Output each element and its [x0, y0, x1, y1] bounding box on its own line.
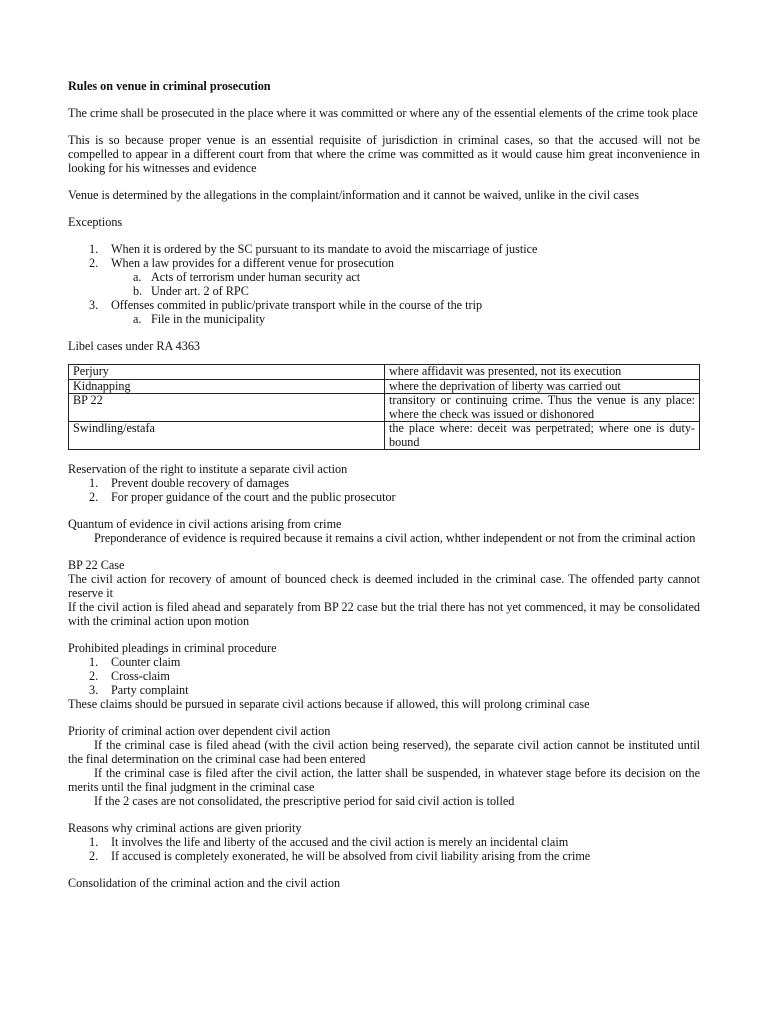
paragraph-venue-rule: The crime shall be prosecuted in the place where it was committed or where any of the essential elements of the crime took place: [68, 106, 698, 120]
bp22-heading: BP 22 Case: [68, 558, 125, 572]
table-row: [69, 422, 700, 450]
table-row: [69, 365, 700, 380]
bp22-paragraph: If the civil action is filed ahead and separately from BP 22 case but the trial there has not yet commenced, it may be consolidated with the criminal action upon motion: [68, 600, 700, 628]
sub-list-item: b. Under art. 2 of RPC: [133, 284, 249, 298]
paragraph-venue-reason: This is so because proper venue is an essential requisite of jurisdiction in criminal cases, so that the accused will not be compelled to appear in a different court from that where the crime was committed as it would cause him great inconvenience in looking for his witnesses and evidence: [68, 133, 700, 175]
prohibited-list: [68, 655, 700, 697]
document-body: [68, 79, 700, 890]
quantum-heading: Quantum of evidence in civil actions arising from crime: [68, 517, 342, 531]
list-item: 1. It involves the life and liberty of the accused and the civil action is merely an incidental claim: [89, 835, 569, 849]
table-cell: transitory or continuing crime. Thus the venue is any place: where the check was issued or dishonored: [385, 394, 700, 422]
list-item: 1. Prevent double recovery of damages: [89, 476, 290, 490]
libel-heading: Libel cases under RA 4363: [68, 339, 201, 353]
list-item: 1. When it is ordered by the SC pursuant to its mandate to avoid the miscarriage of justice: [89, 242, 538, 256]
table-cell: BP 22: [69, 394, 385, 422]
exceptions-heading: Exceptions: [68, 215, 123, 229]
priority-paragraph: If the criminal case is filed ahead (with the civil action being reserved), the separate civil action cannot be instituted until the final determination on the criminal case had been entered: [68, 738, 700, 766]
reasons-list: [68, 835, 700, 863]
table-cell: where affidavit was presented, not its execution: [385, 365, 700, 380]
table-cell: Kidnapping: [69, 379, 385, 394]
list-item: 2. Cross-claim: [89, 669, 170, 683]
priority-paragraph: If the criminal case is filed after the civil action, the latter shall be suspended, in whatever stage before its decision on the merits until the final judgment in the criminal case: [68, 766, 700, 794]
document-title: Rules on venue in criminal prosecution: [68, 79, 271, 93]
list-item: 3. Party complaint: [89, 683, 189, 697]
list-item: 2. If accused is completely exonerated, he will be absolved from civil liability arising from the crime: [89, 849, 591, 863]
list-item: 1. Counter claim: [89, 655, 181, 669]
list-item: 2. For proper guidance of the court and the public prosecutor: [89, 490, 396, 504]
quantum-text: Preponderance of evidence is required because it remains a civil action, whther independent or not from the criminal action: [94, 531, 696, 545]
consolidation-heading: Consolidation of the criminal action and the civil action: [68, 876, 341, 890]
reservation-list: [68, 476, 700, 504]
list-item: 2. When a law provides for a different venue for prosecution: [89, 256, 395, 270]
libel-venue-table: [68, 364, 700, 450]
list-item: 3. Offenses commited in public/private transport while in the course of the trip: [89, 298, 483, 312]
table-cell: Swindling/estafa: [69, 422, 385, 450]
prohibited-heading: Prohibited pleadings in criminal procedure: [68, 641, 277, 655]
table-row: [69, 394, 700, 422]
reservation-heading: Reservation of the right to institute a separate civil action: [68, 462, 348, 476]
bp22-paragraph: The civil action for recovery of amount of bounced check is deemed included in the criminal case. The offended party cannot reserve it: [68, 572, 700, 600]
sub-list-item: a. File in the municipality: [133, 312, 266, 326]
table-row: [69, 379, 700, 394]
table-cell: Perjury: [69, 365, 385, 380]
priority-heading: Priority of criminal action over dependent civil action: [68, 724, 331, 738]
exceptions-list: [68, 242, 700, 326]
reasons-heading: Reasons why criminal actions are given priority: [68, 821, 302, 835]
sub-list-item: a. Acts of terrorism under human security act: [133, 270, 361, 284]
table-cell: where the deprivation of liberty was carried out: [385, 379, 700, 394]
table-cell: the place where: deceit was perpetrated; where one is duty-bound: [385, 422, 700, 450]
paragraph-venue-allegations: Venue is determined by the allegations in the complaint/information and it cannot be waived, unlike in the civil cases: [68, 188, 639, 202]
prohibited-note: These claims should be pursued in separate civil actions because if allowed, this will prolong criminal case: [68, 697, 590, 711]
priority-paragraph: If the 2 cases are not consolidated, the prescriptive period for said civil action is tolled: [94, 794, 515, 808]
